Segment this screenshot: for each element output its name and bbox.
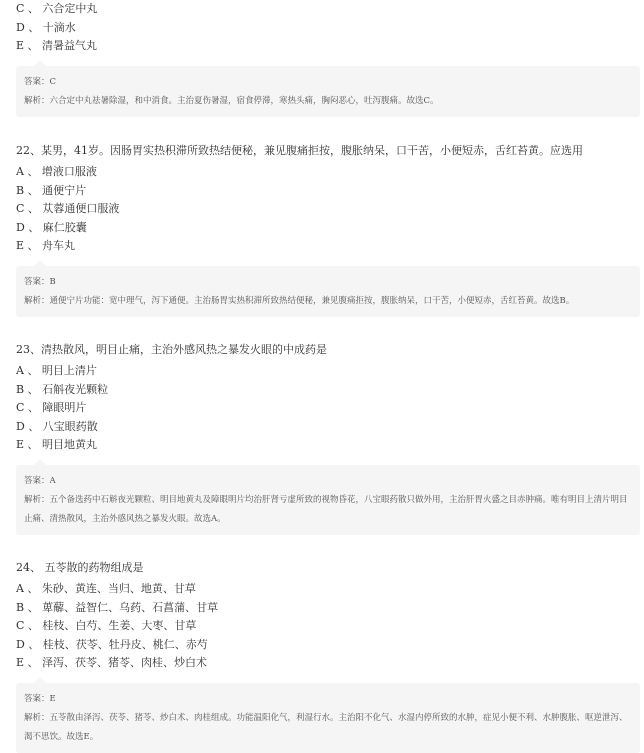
option-c[interactable]: C 、 六合定中丸: [16, 2, 98, 15]
answer-box: [16, 66, 640, 117]
question-24: [0, 558, 644, 753]
option-c[interactable]: C 、 桂枝、白芍、生姜、大枣、甘草: [16, 619, 197, 633]
option-c[interactable]: C 、 障眼明片: [16, 401, 87, 415]
option-b[interactable]: B 、 通便宁片: [16, 183, 87, 197]
analysis-text: 解析：五苓散由泽泻、茯苓、猪苓、炒白术、肉桂组成。功能温阳化气，利湿行水。主治阳不化气、水湿内停所致的水肿，症见小便不利、水肿腹胀、呕逆泄泻、渴不思饮。故选E。: [24, 712, 628, 742]
option-d[interactable]: D 、 麻仁胶囊: [16, 220, 87, 234]
analysis-text: 解析：六合定中丸祛暑除湿，和中消食。主治夏伤暑湿，宿食停滞，寒热头痛，胸闷恶心，吐泻腹痛。故选C。: [24, 95, 439, 106]
answer-text: 答案：C: [24, 76, 57, 87]
question-23: [0, 340, 644, 535]
option-e[interactable]: E 、 清暑益气丸: [16, 39, 98, 53]
option-a[interactable]: A 、 明目上清片: [16, 364, 97, 377]
option-e[interactable]: E 、 舟车丸: [16, 239, 76, 253]
option-b[interactable]: B 、 石斛夜光颗粒: [16, 382, 109, 396]
option-c[interactable]: C 、 苁蓉通便口服液: [16, 202, 120, 216]
question-text: 24、 五苓散的药物组成是: [16, 561, 144, 574]
analysis-text: 解析：五个备选药中石斛夜光颗粒、明目地黄丸及障眼明片均治肝肾亏虚所致的视物昏花，八宝眼药散只做外用，主治肝胃火盛之目赤肿痛。唯有明目上清片明目止痛、清热散风，主治外感风热之暴发火眼。故选A。: [24, 494, 628, 524]
analysis-text: 解析：通便宁片功能：宽中理气，泻下通便。主治肠胃实热积滞所致热结便秘，兼见腹痛拒按，腹胀纳呆，口干苦，小便短赤，舌红苔黄。故选B。: [24, 295, 575, 306]
answer-box: [16, 465, 640, 535]
answer-text: 答案：E: [24, 693, 56, 704]
option-a[interactable]: A 、 朱砂、黄连、当归、地黄、甘草: [16, 582, 196, 595]
option-e[interactable]: E 、 泽泻、茯苓、猪苓、肉桂、炒白术: [16, 656, 208, 670]
option-b[interactable]: B 、 萆薢、益智仁、乌药、石菖蒲、甘草: [16, 600, 219, 614]
option-d[interactable]: D 、 桂枝、茯苓、牡丹皮、桃仁、赤芍: [16, 637, 208, 651]
answer-box: [16, 683, 640, 753]
option-d[interactable]: D 、 八宝眼药散: [16, 419, 98, 433]
answer-text: 答案：A: [24, 475, 56, 486]
question-22: [0, 141, 644, 317]
question-21-tail: [0, 0, 644, 117]
option-a[interactable]: A 、 增液口服液: [16, 165, 97, 178]
answer-box: [16, 266, 640, 317]
question-text: 22、某男，41岁。因肠胃实热积滞所致热结便秘，兼见腹痛拒按，腹胀纳呆，口干苦，小便短赤，舌红苔黄。应选用: [16, 144, 583, 157]
question-text: 23、清热散风，明目止痛，主治外感风热之暴发火眼的中成药是: [16, 343, 327, 356]
answer-text: 答案：B: [24, 276, 56, 287]
option-e[interactable]: E 、 明目地黄丸: [16, 438, 98, 452]
option-d[interactable]: D 、 十滴水: [16, 20, 76, 34]
